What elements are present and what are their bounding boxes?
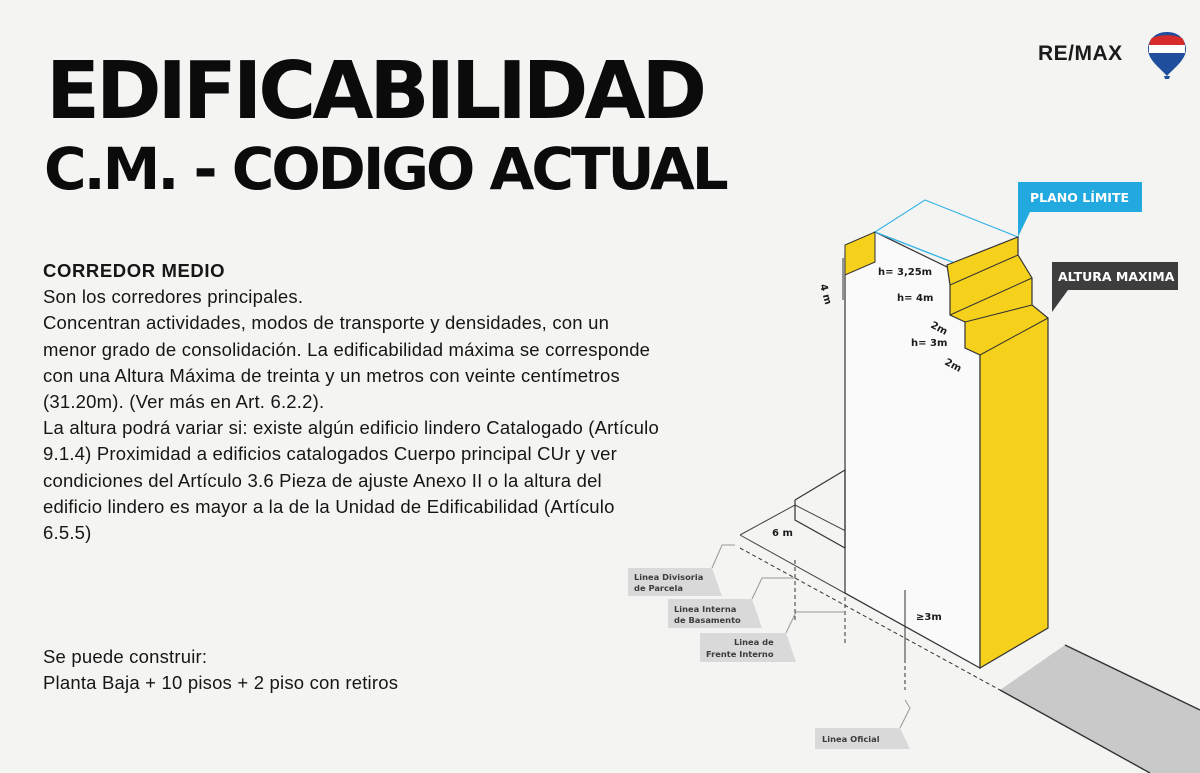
tag-frente-line1: Linea de [734,637,774,647]
section-line: Son los corredores principales. [43,286,304,308]
brand-logo [1038,40,1188,88]
dim-h-3: h= 3m [911,338,948,349]
section-heading: CORREDOR MEDIO [43,260,226,281]
section-line: edificio lindero es mayor a la de la Unidad de Edificabilidad (Artículo [43,495,615,517]
tag-oficial-leader [900,700,910,728]
tag-frente-leader [786,612,845,633]
section-line: La altura podrá variar si: existe algún edificio lindero Catalogado (Artículo [43,417,659,439]
dim-h-4: h= 4m [897,293,934,304]
tag-basamento-leader [752,578,795,599]
dim-step-2a: 2m [928,319,950,338]
sidewalk [1000,645,1200,773]
section-line: con una Altura Máxima de treinta y un metros con veinte centímetros [43,364,620,386]
basement-outline [795,470,845,500]
altura-maxima-label: ALTURA MAXIMA [1058,269,1175,284]
tag-frente-line2: Frente Interno [706,649,774,659]
build-intro: Se puede construir: [43,646,208,667]
section-line: (31.20m). (Ver más en Art. 6.2.2). [43,391,325,413]
tag-divisoria-line2: de Parcela [634,583,683,593]
section-line: menor grado de consolidación. La edificabilidad máxima se corresponde [43,338,651,360]
section-line: 6.5.5) [43,522,92,544]
brand-name: RE/MAX [1038,42,1123,65]
tag-divisoria-leader [712,545,735,568]
tag-basamento-line2: de Basamento [674,615,741,625]
edificabilidad-diagram [600,178,1200,773]
build-detail: Planta Baja + 10 pisos + 2 piso con retiros [43,672,399,694]
tag-basamento-line1: Linea Interna [674,604,737,614]
dim-min-3: ≥3m [916,612,942,623]
dim-side-height: 4 m [817,282,834,306]
build-summary [43,644,643,696]
tag-divisoria-line1: Linea Divisoria [634,572,704,582]
section-line: condiciones del Artículo 3.6 Pieza de ajuste Anexo II o la altura del [43,469,602,491]
dim-depth-6: 6 m [772,528,793,539]
dim-step-2b: 2m [942,356,964,375]
page-subtitle: C.M. - CODIGO ACTUAL [44,135,726,203]
section-line: Concentran actividades, modos de transporte y densidades, con un [43,312,610,334]
dim-h-325: h= 3,25m [878,267,933,278]
tag-oficial-label: Linea Oficial [822,734,880,744]
balloon-icon [1146,30,1188,80]
section-line: 9.1.4) Proximidad a edificios catalogados Cuerpo principal CUr y ver [43,443,618,465]
plano-limite-label: PLANO LÍMITE [1030,190,1130,205]
page-title: EDIFICABILIDAD [46,45,704,137]
